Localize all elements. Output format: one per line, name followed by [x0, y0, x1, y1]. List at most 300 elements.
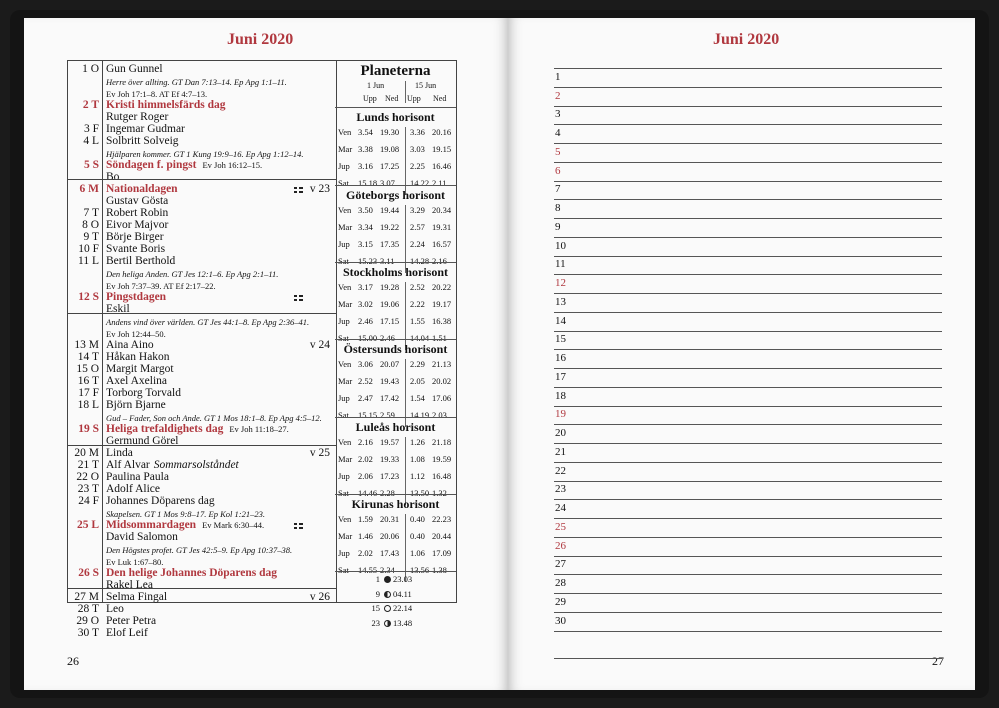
section-divider: [335, 417, 456, 418]
planet-cell: Ven: [338, 359, 352, 369]
horizon-title: Lunds horisont: [356, 110, 435, 124]
day-text: [106, 77, 287, 87]
day-text-main: Solbritt Solveig: [106, 135, 179, 147]
planet-cell: 1.46: [358, 531, 373, 541]
planet-cell: 2.57: [410, 222, 425, 232]
planet-cell: Ven: [338, 205, 352, 215]
planet-cell: 20.44: [432, 531, 452, 541]
planet-cell: 1.32: [432, 488, 447, 498]
calendar-spread: [10, 10, 989, 698]
planet-cell: 1.38: [432, 565, 447, 575]
planet-cell: 2.22: [410, 299, 425, 309]
full-moon-icon: [384, 576, 391, 583]
planet-cell: 3.15: [358, 239, 373, 249]
planet-cell: 2.25: [410, 161, 425, 171]
planet-cell: 14.04: [410, 333, 430, 343]
day-number: 8: [555, 202, 561, 214]
planet-cell: 2.24: [410, 239, 425, 249]
day-text: [106, 519, 264, 531]
day-number: 30: [555, 614, 566, 627]
day-text: [106, 557, 163, 567]
day-number: 22: [555, 464, 566, 477]
day-text: [106, 123, 185, 135]
week-divider: [68, 588, 336, 589]
day-text: [106, 339, 154, 351]
moon-time: 23.03: [393, 574, 413, 584]
planet-cell: 15.15: [358, 410, 378, 420]
day-text: [106, 99, 225, 111]
day-number: 14: [555, 314, 566, 327]
day-label: 5 S: [83, 159, 99, 171]
day-text-main: Johannes Döparens dag: [106, 495, 215, 507]
planet-cell: 2.46: [380, 333, 395, 343]
day-number: 2: [555, 89, 561, 102]
flag-icon: [294, 187, 303, 193]
day-text-main: Germund Görel: [106, 435, 179, 447]
planet-cell: Ven: [338, 127, 352, 137]
day-text-main: Elof Leif: [106, 627, 148, 639]
day-label: 30 T: [77, 627, 99, 639]
day-label: 25 L: [76, 519, 99, 531]
day-text: [106, 399, 166, 411]
planet-cell: 2.28: [380, 488, 395, 498]
planet-cell: 1.12: [410, 471, 425, 481]
day-number: 12: [555, 277, 566, 289]
planet-cell: Sat: [338, 333, 349, 343]
day-text: [106, 363, 174, 375]
moon-time: 13.48: [393, 617, 413, 628]
planet-cell: 17.23: [380, 471, 400, 481]
day-label: 18 L: [77, 399, 99, 411]
day-text-main: Den Högstes profet. GT Jes 42:5–9. Ep Apg 10:37–38.: [106, 545, 293, 555]
moon-day: 1: [375, 574, 380, 584]
day-label: 11 L: [78, 255, 99, 267]
flag-icon: [294, 295, 303, 301]
day-text: [106, 627, 148, 639]
day-text-main: Bo: [106, 171, 120, 183]
day-text: [106, 207, 168, 219]
planet-cell: 14.55: [358, 565, 378, 575]
note-line: [554, 68, 942, 69]
planet-cell: 14.46: [358, 488, 378, 498]
day-text-main: Leo: [106, 603, 124, 615]
day-text-main: Gustav Gösta: [106, 195, 169, 207]
moon-day: 23: [371, 617, 380, 628]
day-text-main: Hjälparen kommer. GT 1 Kung 19:9–16. Ep Apg 1:12–14.: [106, 149, 304, 159]
note-line: [554, 462, 942, 463]
note-line: [554, 312, 942, 313]
day-text-main: Ev Joh 12:44–50.: [106, 329, 166, 339]
page-number: 27: [932, 654, 944, 668]
planet-cell: 2.34: [380, 565, 395, 575]
day-text-main: Gud – Fader, Son och Ande. GT 1 Mos 18:1–8. Ep Apg 4:5–12.: [106, 413, 322, 423]
day-label: 12 S: [78, 291, 99, 303]
planet-cell: 2.05: [410, 376, 425, 386]
planet-cell: 2.06: [358, 471, 373, 481]
planet-cell: 17.15: [380, 316, 400, 326]
week-number: v 23: [309, 183, 330, 195]
planet-cell: 1.06: [410, 548, 425, 558]
week-number: v 26: [309, 591, 330, 603]
planet-cell: 21.18: [432, 437, 452, 447]
section-divider: [335, 571, 456, 572]
planet-cell: Ven: [338, 437, 352, 447]
horizon-title: Luleås horisont: [355, 420, 436, 434]
day-number: 5: [555, 145, 561, 158]
day-text: [106, 255, 175, 267]
note-line: [554, 518, 942, 519]
day-text: [106, 135, 179, 147]
day-text-main: Andens vind över världen. GT Jes 44:1–8. Ep Apg 2:36–41.: [106, 317, 310, 327]
day-number: 26: [555, 539, 566, 552]
day-text-main: Rakel Lea: [106, 579, 153, 591]
planet-cell: 16.38: [432, 316, 452, 326]
moon-day: 15: [371, 603, 380, 613]
day-label: 13 M: [74, 339, 99, 351]
planet-cell: 3.34: [358, 222, 373, 232]
day-text-main: Svante Boris: [106, 243, 166, 255]
day-text: [106, 195, 168, 207]
planet-cell: 20.02: [432, 376, 452, 386]
planet-cell: Sat: [338, 565, 349, 575]
planet-cell: 19.57: [380, 437, 400, 447]
planet-cell: 3.29: [410, 205, 425, 215]
planets-column-header: Ned: [433, 94, 447, 103]
day-label: 20 M: [74, 447, 99, 459]
day-number: 18: [555, 389, 566, 402]
day-number: 17: [555, 370, 566, 383]
note-line: [554, 349, 942, 350]
planet-cell: 2.03: [432, 410, 447, 420]
day-text-main: Paulina Paula: [106, 471, 169, 483]
day-label: 7 T: [83, 207, 99, 219]
planet-cell: 2.46: [358, 316, 373, 326]
planet-cell: 19.43: [380, 376, 400, 386]
day-label: 2 T: [82, 99, 99, 111]
planets-column-header: Upp: [407, 94, 421, 103]
section-divider: [335, 494, 456, 495]
horizon-title: Kirunas horisont: [351, 497, 440, 511]
planet-cell: Sat: [338, 488, 349, 498]
planet-cell: 2.02: [358, 454, 373, 464]
planet-cell: 3.07: [380, 178, 395, 188]
section-divider: [335, 107, 456, 108]
day-label: 24 F: [78, 495, 99, 507]
day-label: 16 T: [77, 375, 99, 387]
planet-cell: Mar: [338, 144, 353, 154]
planet-cell: 3.03: [410, 144, 425, 154]
planet-cell: 19.08: [380, 144, 400, 154]
day-number: 1: [555, 70, 561, 83]
day-number: 11: [555, 258, 566, 271]
note-line: [554, 199, 942, 200]
horizon-title: Göteborgs horisont: [346, 188, 445, 202]
planet-cell: 17.25: [380, 161, 400, 171]
planet-cell: 3.11: [380, 256, 395, 266]
planet-cell: 19.22: [380, 222, 400, 232]
planet-cell: 2.29: [410, 359, 425, 369]
day-text-main: Adolf Alice: [106, 483, 160, 495]
day-text: [106, 447, 133, 459]
page-number: 26: [67, 654, 79, 668]
day-text: [106, 471, 169, 483]
planet-cell: 16.48: [432, 471, 452, 481]
note-line: [554, 612, 942, 613]
day-number: 3: [555, 108, 561, 121]
day-label: 19 S: [78, 423, 99, 435]
day-text-main: Eskil: [106, 303, 130, 315]
planets-column-header: Upp: [363, 94, 377, 103]
note-line: [554, 293, 942, 294]
day-text: [106, 579, 153, 591]
day-number: 20: [555, 427, 566, 439]
planets-title: Planeterna: [360, 63, 431, 79]
week-divider: [68, 179, 336, 180]
note-line: [554, 143, 942, 144]
day-text-main: Midsommardagen: [106, 519, 197, 531]
day-text: [106, 567, 277, 579]
note-line: [554, 331, 942, 332]
planet-cell: 19.59: [432, 454, 452, 464]
moon-time: 04.11: [393, 588, 412, 599]
note-line: [554, 406, 942, 407]
day-number: 10: [555, 239, 566, 252]
planet-cell: Jup: [338, 239, 350, 249]
planet-cell: 3.38: [358, 144, 373, 154]
day-text-main: Kristi himmelsfärds dag: [106, 99, 226, 111]
week-divider: [68, 313, 336, 314]
day-text-main: Robert Robin: [106, 207, 169, 219]
planet-cell: 3.36: [410, 127, 425, 137]
note-line: [554, 387, 942, 388]
day-number: 16: [555, 352, 566, 364]
day-text: [106, 183, 178, 195]
planet-cell: 1.51: [432, 333, 447, 343]
planet-cell: 22.23: [432, 514, 452, 524]
note-line: [554, 218, 942, 219]
note-line: [554, 499, 942, 500]
day-label: 29 O: [76, 615, 99, 627]
day-text-main: David Salomon: [106, 531, 178, 543]
day-text: [106, 329, 166, 339]
planet-cell: 2.02: [358, 548, 373, 558]
day-text-main: Alf Alvar: [106, 459, 150, 471]
planets-header-divider: [405, 81, 406, 103]
day-text: [106, 149, 303, 159]
planet-cell: 20.07: [380, 359, 400, 369]
day-text-main: Rutger Roger: [106, 111, 169, 123]
day-text: [106, 531, 178, 543]
day-label: 15 O: [76, 363, 99, 375]
note-line: [554, 106, 942, 107]
planets-date-2: 15 Jun: [415, 81, 437, 90]
day-text: [106, 89, 207, 99]
moon-day: 9: [375, 588, 380, 599]
planet-cell: 0.40: [410, 514, 425, 524]
scripture-reference: Ev Joh 16:12–15.: [202, 160, 263, 170]
planet-cell: 20.06: [380, 531, 400, 541]
planet-cell: Mar: [338, 376, 353, 386]
day-text-main: Aina Aino: [106, 339, 154, 351]
day-label: 4 L: [83, 135, 99, 147]
planet-cell: 3.54: [358, 127, 373, 137]
scripture-reference: Ev Joh 11:18–27.: [229, 424, 289, 434]
planet-cell: 20.22: [432, 282, 452, 292]
day-text-main: Herre över allting. GT Dan 7:13–14. Ep Apg 1:1–11.: [106, 77, 287, 87]
note-line: [554, 481, 942, 482]
planet-cell: Mar: [338, 454, 353, 464]
day-text-main: Gun Gunnel: [106, 63, 163, 75]
day-text: [106, 615, 156, 627]
day-number: 13: [555, 295, 566, 308]
planet-cell: 14.28: [410, 256, 430, 266]
planet-cell: 20.16: [432, 127, 452, 137]
planet-cell: Jup: [338, 471, 350, 481]
day-text: [106, 413, 322, 423]
day-text-main: Ingemar Gudmar: [106, 123, 185, 135]
day-label: 3 F: [83, 123, 99, 135]
day-text-main: Torborg Torvald: [106, 387, 181, 399]
planet-cell: Ven: [338, 282, 352, 292]
week-number: v 25: [309, 447, 330, 459]
planet-cell: Mar: [338, 222, 353, 232]
day-text: [106, 459, 239, 471]
planet-cell: 17.43: [380, 548, 400, 558]
day-label: 14 T: [77, 351, 99, 363]
planet-cell: Sat: [338, 256, 349, 266]
planet-cell: 14.22: [410, 178, 430, 188]
day-column-divider: [102, 61, 103, 602]
day-text: [106, 243, 165, 255]
day-text-main: Eivor Majvor: [106, 219, 169, 231]
note-line: [554, 574, 942, 575]
day-text: [106, 171, 119, 183]
planet-cell: 3.50: [358, 205, 373, 215]
day-text-main: Heliga trefaldighets dag: [106, 423, 224, 435]
note-line: [554, 631, 942, 632]
planet-cell: 20.34: [432, 205, 452, 215]
planet-cell: 19.30: [380, 127, 400, 137]
planet-cell: 17.06: [432, 393, 452, 403]
day-label: 9 T: [83, 231, 99, 243]
day-text: [106, 545, 292, 555]
planet-cell: 15.23: [358, 256, 378, 266]
planet-cell: 19.06: [380, 299, 400, 309]
day-text: [106, 219, 168, 231]
planet-cell: 3.17: [358, 282, 373, 292]
day-text-main: Peter Petra: [106, 615, 157, 627]
right-page: [508, 18, 975, 690]
day-label: 23 T: [77, 483, 99, 495]
note-line: [554, 593, 942, 594]
day-number: 27: [555, 558, 566, 571]
day-text-main: Håkan Hakon: [106, 351, 170, 363]
planets-panel: [335, 60, 457, 628]
day-label: 17 F: [78, 387, 99, 399]
planet-cell: 1.08: [410, 454, 425, 464]
planet-cell: 2.52: [358, 376, 373, 386]
note-line: [554, 556, 942, 557]
planet-cell: 17.42: [380, 393, 400, 403]
planet-cell: Sat: [338, 178, 349, 188]
day-text: [106, 509, 265, 519]
planet-cell: 15.00: [358, 333, 378, 343]
day-text: [106, 591, 167, 603]
planet-cell: Jup: [338, 161, 350, 171]
planet-cell: 3.02: [358, 299, 373, 309]
note-line: [554, 256, 942, 257]
planet-cell: 2.16: [432, 256, 447, 266]
planet-cell: 19.15: [432, 144, 452, 154]
day-number: 23: [555, 483, 566, 496]
day-text: [106, 483, 160, 495]
planet-cell: 16.46: [432, 161, 452, 171]
day-text: [106, 317, 309, 327]
planet-cell: Jup: [338, 548, 350, 558]
moon-time: 22.14: [393, 603, 413, 613]
day-label: 8 O: [82, 219, 99, 231]
note-line: [554, 162, 942, 163]
planet-cell: 3.16: [358, 161, 373, 171]
planet-cell: 19.31: [432, 222, 452, 232]
planet-cell: 1.54: [410, 393, 425, 403]
day-text: [106, 375, 167, 387]
planets-date-1: 1 Jun: [367, 81, 385, 90]
day-label: 26 S: [78, 567, 99, 579]
day-text: [106, 387, 181, 399]
first-quarter-moon-icon: [384, 620, 391, 627]
note-line: [554, 181, 942, 182]
planet-cell: 1.55: [410, 316, 425, 326]
day-text: [106, 231, 164, 243]
day-text-main: Pingstdagen: [106, 291, 167, 303]
planet-cell: 13.56: [410, 565, 430, 575]
planet-cell: 13.50: [410, 488, 430, 498]
planet-cell: 17.09: [432, 548, 452, 558]
planet-cell: 2.11: [432, 178, 447, 188]
day-text: [106, 423, 289, 435]
day-text: [106, 291, 166, 303]
new-moon-icon: [384, 605, 391, 612]
day-text: [106, 603, 124, 615]
day-label: 22 O: [76, 471, 99, 483]
day-number: 21: [555, 445, 566, 458]
planet-cell: 2.16: [358, 437, 373, 447]
day-text: [106, 111, 168, 123]
day-text-main: Den heliga Anden. GT Jes 12:1–6. Ep Apg 2:1–11.: [106, 269, 279, 279]
planet-cell: Sat: [338, 410, 349, 420]
note-line: [554, 274, 942, 275]
flag-icon: [294, 523, 303, 529]
planet-cell: 1.59: [358, 514, 373, 524]
day-text-main: Björn Bjarne: [106, 399, 166, 411]
note-line: [554, 368, 942, 369]
day-label: 6 M: [79, 183, 99, 195]
planet-cell: 14.19: [410, 410, 430, 420]
planet-cell: 2.52: [410, 282, 425, 292]
day-text: [106, 269, 278, 279]
planet-cell: 0.40: [410, 531, 425, 541]
day-label: 10 F: [78, 243, 99, 255]
horizon-title: Östersunds horisont: [343, 342, 448, 356]
day-number: 24: [555, 502, 566, 514]
day-label: 27 M: [74, 591, 99, 603]
calendar-table: [67, 60, 337, 639]
planets-column-header: Ned: [385, 94, 399, 103]
day-text-note: Sommarsolståndet: [153, 459, 239, 471]
planet-cell: 19.17: [432, 299, 452, 309]
day-text-main: Ev Joh 7:37–39. AT Ef 2:17–22.: [106, 281, 216, 291]
